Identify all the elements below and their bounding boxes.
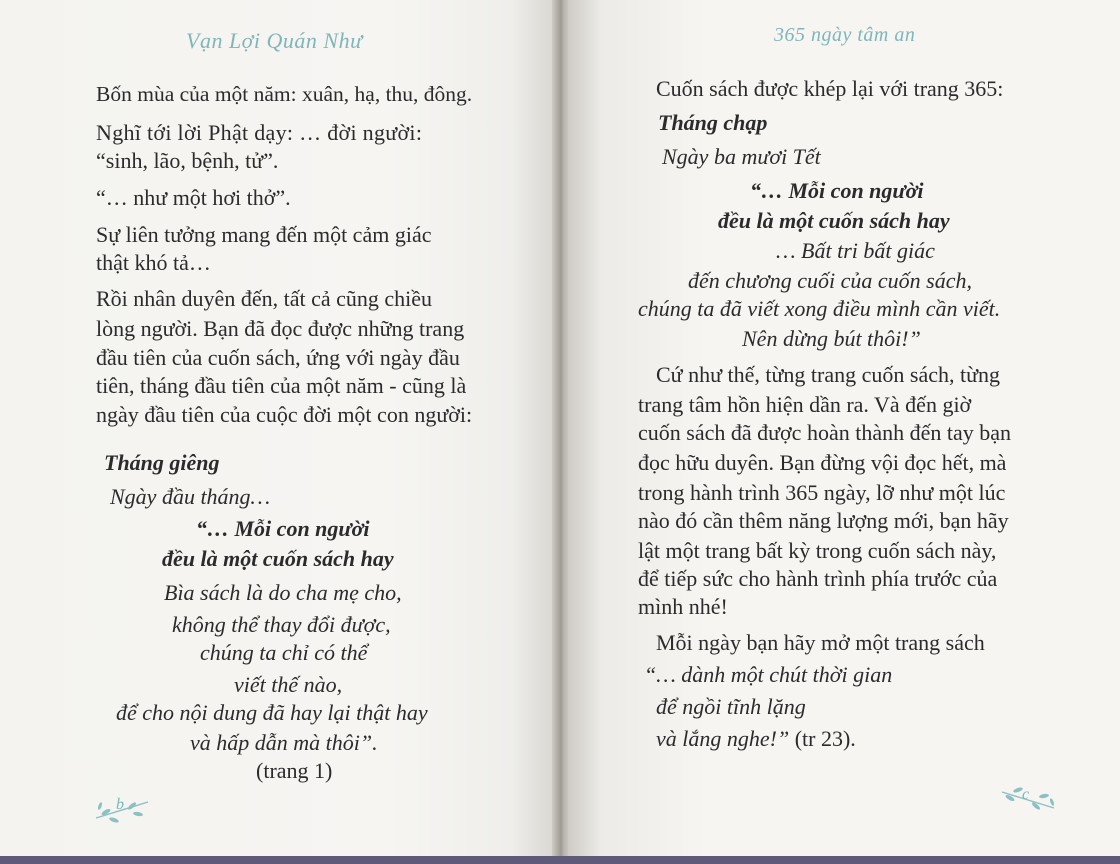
body-line: Bốn mùa của một năm: xuân, hạ, thu, đông. [96, 82, 473, 106]
quote-bold-line: đều là một cuốn sách hay [718, 208, 950, 233]
left-page-header: Vạn Lợi Quán Như [186, 28, 363, 53]
body-line: Sự liên tưởng mang đến một cảm giác [96, 222, 432, 247]
body-line: lòng người. Bạn đã đọc được những trang [96, 316, 465, 341]
quote-line: để ngồi tĩnh lặng [656, 694, 806, 719]
citation: (tr 23). [789, 726, 856, 751]
left-page [0, 0, 556, 856]
page-number-ornament [998, 786, 1058, 814]
body-line: Nghĩ tới lời Phật dạy: … đời người: [96, 120, 423, 145]
body-line: cuốn sách đã được hoàn thành đến tay bạn [638, 420, 1011, 445]
body-line: Cứ như thế, từng trang cuốn sách, từng [656, 362, 1001, 387]
right-page [568, 0, 1120, 856]
quote-line: Bìa sách là do cha mẹ cho, [164, 580, 402, 605]
quote-line: và hấp dẫn mà thôi”. [190, 730, 378, 755]
month-heading: Tháng chạp [658, 110, 768, 135]
body-line: Cuốn sách được khép lại với trang 365: [656, 76, 1004, 101]
quote-line: Nên dừng bút thôi!” [742, 326, 921, 351]
bottom-edge [0, 856, 1120, 864]
month-heading: Tháng giêng [104, 450, 220, 475]
quote-line: … Bất tri bất giác [776, 238, 935, 263]
quote-line: “… dành một chút thời gian [644, 662, 893, 687]
body-line: Mỗi ngày bạn hãy mở một trang sách [656, 630, 985, 655]
quote-line: chúng ta đã viết xong điều mình cần viết. [638, 296, 1001, 321]
body-line: thật khó tả… [96, 250, 211, 275]
body-line: Rồi nhân duyên đến, tất cả cũng chiều [96, 286, 433, 311]
right-page-header: 365 ngày tâm an [774, 24, 916, 46]
quote-line: đến chương cuối của cuốn sách, [688, 268, 973, 293]
body-line: đầu tiên của cuốn sách, ứng với ngày đầu [96, 345, 460, 370]
body-line: “… như một hơi thở”. [96, 185, 291, 210]
quote-bold-line: “… Mỗi con người [750, 178, 924, 203]
body-line: ngày đầu tiên của cuộc đời một con người: [96, 402, 473, 427]
citation: (trang 1) [256, 758, 333, 783]
day-label: Ngày ba mươi Tết [662, 144, 821, 169]
page-number: c [1022, 786, 1030, 803]
body-line: trang tâm hồn hiện dần ra. Và đến giờ [638, 392, 972, 417]
quote-bold-line: “… Mỗi con người [196, 516, 370, 541]
page-number-ornament [92, 796, 152, 824]
body-line: lật một trang bất kỳ trong cuốn sách này, [638, 538, 997, 563]
body-line: nào đó cần thêm năng lượng mới, bạn hãy [638, 508, 1009, 533]
quote-line: không thể thay đổi được, [172, 612, 391, 637]
page-number: b [116, 796, 124, 813]
body-line: tiên, tháng đầu tiên của một năm - cũng là [96, 373, 467, 398]
quote-line: chúng ta chỉ có thể [200, 640, 368, 665]
quote-line: viết thế nào, [234, 672, 343, 697]
body-line: để tiếp sức cho hành trình phía trước của [638, 566, 998, 591]
quote-line: và lắng nghe!” [656, 726, 790, 751]
body-line: trong hành trình 365 ngày, lỡ như một lúc [638, 480, 1006, 505]
day-label: Ngày đầu tháng… [110, 484, 271, 509]
body-line: “sinh, lão, bệnh, tử”. [96, 148, 279, 173]
body-line: mình nhé! [638, 594, 728, 619]
quote-bold-line: đều là một cuốn sách hay [162, 546, 394, 571]
quote-line: để cho nội dung đã hay lại thật hay [116, 700, 428, 725]
body-line: đọc hữu duyên. Bạn đừng vội đọc hết, mà [638, 450, 1007, 475]
closing-line [656, 726, 856, 752]
